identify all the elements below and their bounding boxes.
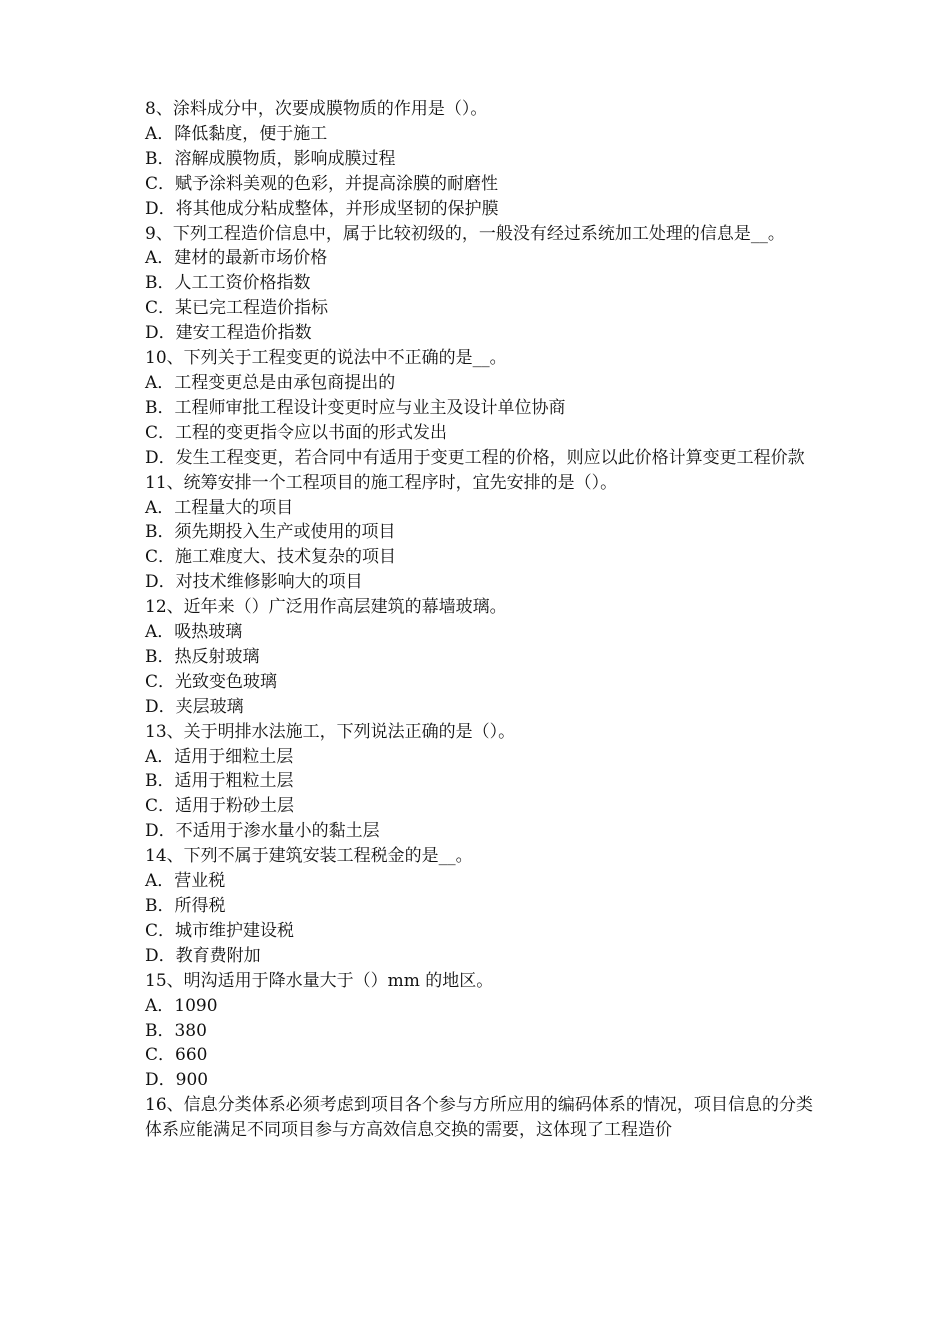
question-stem: 14、下列不属于建筑安装工程税金的是__。 xyxy=(145,846,473,867)
option-a: A．建材的最新市场价格 xyxy=(145,248,328,269)
question-stem: 8、涂料成分中，次要成膜物质的作用是（）。 xyxy=(145,99,488,119)
question-stem: 10、下列关于工程变更的说法中不正确的是__。 xyxy=(145,348,507,369)
question-9 xyxy=(145,222,813,347)
question-13 xyxy=(145,720,813,845)
document-page xyxy=(145,97,813,1143)
question-stem: 12、近年来（）广泛用作高层建筑的幕墙玻璃。 xyxy=(145,597,507,618)
question-14 xyxy=(145,844,813,969)
option-a: A．降低黏度，便于施工 xyxy=(145,123,328,144)
option-c: C．工程的变更指令应以书面的形式发出 xyxy=(145,422,448,443)
question-10 xyxy=(145,346,813,471)
option-a: A．1090 xyxy=(145,995,218,1016)
option-d: D．建安工程造价指数 xyxy=(145,323,312,344)
option-b: B．热反射玻璃 xyxy=(145,646,260,667)
option-d: D．900 xyxy=(145,1070,209,1091)
option-c: C．适用于粉砂土层 xyxy=(145,796,295,817)
option-b: B．须先期投入生产或使用的项目 xyxy=(145,522,396,543)
option-d: D．将其他成分粘成整体，并形成坚韧的保护膜 xyxy=(145,198,499,219)
option-d: D．不适用于渗水量小的黏土层 xyxy=(145,821,380,842)
question-16 xyxy=(145,1093,813,1143)
option-a: A．营业税 xyxy=(145,871,226,892)
option-d: D．发生工程变更，若合同中有适用于变更工程的价格，则应以此价格计算变更工程价款 xyxy=(145,447,805,468)
option-c: C．赋予涂料美观的色彩，并提高涂膜的耐磨性 xyxy=(145,173,499,194)
option-a: A．吸热玻璃 xyxy=(145,622,243,643)
option-a: A．工程量大的项目 xyxy=(145,497,294,518)
option-b: B．溶解成膜物质，影响成膜过程 xyxy=(145,148,396,169)
option-b: B．工程师审批工程设计变更时应与业主及设计单位协商 xyxy=(145,397,566,418)
question-15 xyxy=(145,969,813,1094)
question-11 xyxy=(145,471,813,596)
option-a: A．适用于细粒土层 xyxy=(145,746,294,767)
option-a: A．工程变更总是由承包商提出的 xyxy=(145,372,396,393)
option-b: B．所得税 xyxy=(145,896,226,916)
option-d: D．夹层玻璃 xyxy=(145,696,244,717)
option-c: C．某已完工程造价指标 xyxy=(145,298,329,319)
question-8 xyxy=(145,97,813,222)
question-stem: 16、信息分类体系必须考虑到项目各个参与方所应用的编码体系的情况，项目信息的分类体系应能满足不同项目参与方高效信息交换的需要，这体现了工程造价 xyxy=(145,1095,813,1141)
option-b: B．适用于粗粒土层 xyxy=(145,771,294,792)
option-c: C．施工难度大、技术复杂的项目 xyxy=(145,547,397,568)
option-d: D．教育费附加 xyxy=(145,945,261,966)
option-c: C．光致变色玻璃 xyxy=(145,671,278,692)
question-12 xyxy=(145,595,813,720)
option-b: B．380 xyxy=(145,1020,207,1041)
option-c: C．660 xyxy=(145,1045,208,1066)
option-b: B．人工工资价格指数 xyxy=(145,273,311,294)
question-stem: 15、明沟适用于降水量大于（）mm 的地区。 xyxy=(145,970,494,991)
option-d: D．对技术维修影响大的项目 xyxy=(145,572,363,593)
question-stem: 13、关于明排水法施工，下列说法正确的是（）。 xyxy=(145,721,516,742)
question-stem: 9、下列工程造价信息中，属于比较初级的，一般没有经过系统加工处理的信息是__。 xyxy=(145,223,785,244)
option-c: C．城市维护建设税 xyxy=(145,920,295,941)
question-stem: 11、统筹安排一个工程项目的施工程序时，宜先安排的是（）。 xyxy=(145,472,618,493)
